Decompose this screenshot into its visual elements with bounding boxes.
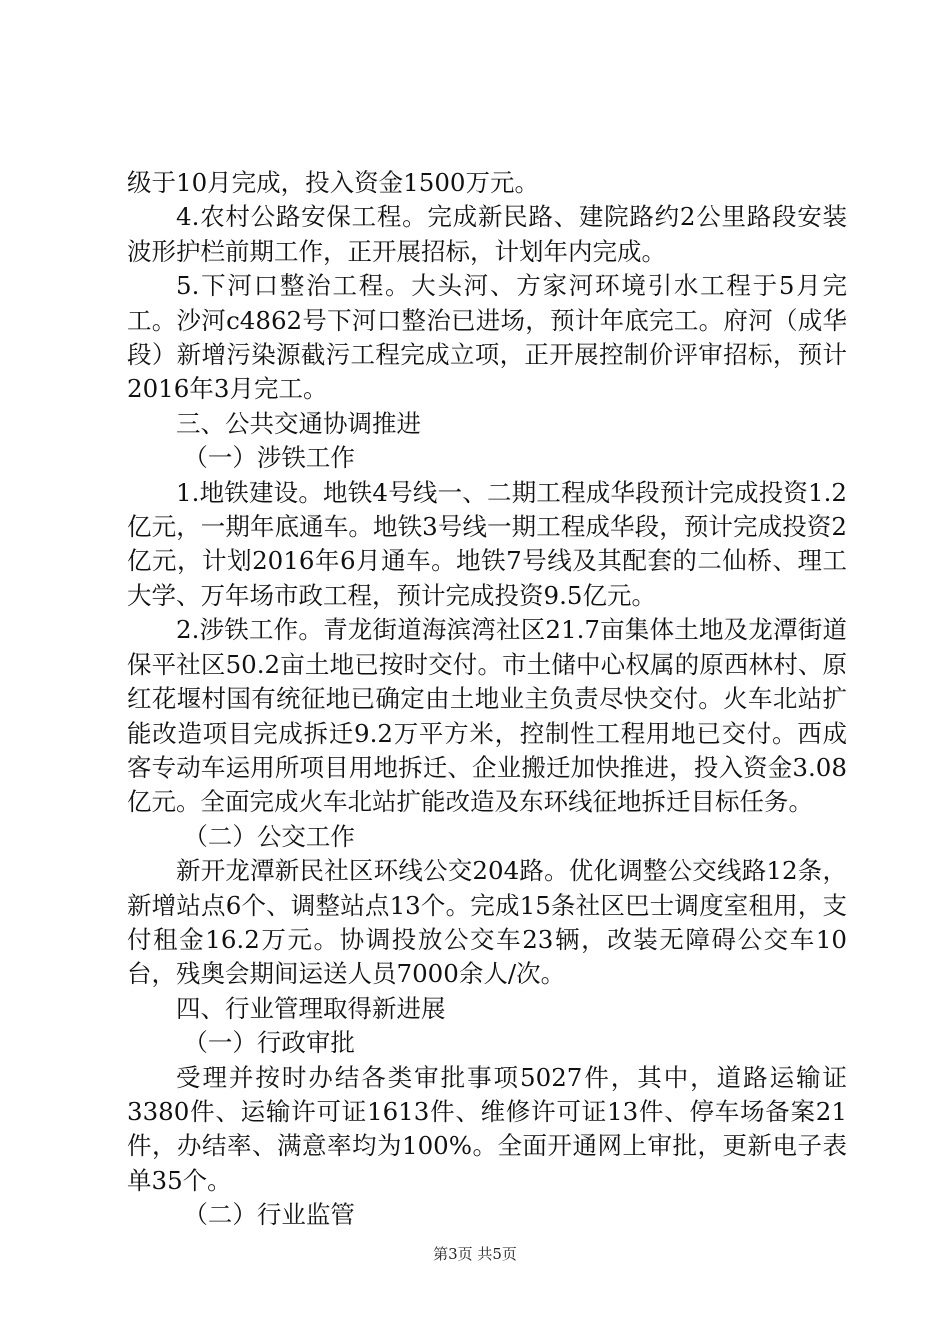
paragraph-1: 级于10月完成，投入资金1500万元。 (127, 168, 540, 197)
document-body (127, 166, 847, 1233)
paragraph-3: 5.下河口整治工程。大头河、方家河环境引水工程于5月完工。沙河c4862号下河口整治已进场，预计年底完工。府河（成华段）新增污染源截污工程完成立项，正开展控制价评审招标，预计2016年3月完工。 (127, 271, 847, 404)
subsection-heading-4-1: （一）行政审批 (183, 1028, 355, 1058)
paragraph-bus: 新开龙潭新民社区环线公交204路。优化调整公交线路12条，新增站点6个、调整站点13个。完成15条社区巴士调度室租用，支付租金16.2万元。协调投放公交车23辆，改装无障碍公交车10台，残奥会期间运送人员7000余人/次。 (127, 856, 847, 989)
page-footer: 第3页 共5页 (433, 1245, 517, 1263)
subsection-heading-3-2: （二）公交工作 (183, 821, 355, 851)
section-heading-4: 四、行业管理取得新进展 (176, 993, 446, 1023)
paragraph-approval: 受理并按时办结各类审批事项5027件，其中，道路运输证3380件、运输许可证1613件、维修许可证13件、停车场备案21件，办结率、满意率均为100%。全面开通网上审批，更新电子表单35个。 (127, 1062, 847, 1195)
subsection-heading-4-2: （二）行业监管 (183, 1200, 355, 1230)
paragraph-railway: 2.涉铁工作。青龙街道海滨湾社区21.7亩集体土地及龙潭街道保平社区50.2亩土地已按时交付。市土储中心权属的原西林村、原红花堰村国有统征地已确定由土地业主负责尽快交付。火车北站扩能改造项目完成拆迁9.2万平方米，控制性工程用地已交付。西成客专动车运用所项目用地拆迁、企业搬迁加快推进，投入资金3.08亿元。全面完成火车北站扩能改造及东环线征地拆迁目标任务。 (127, 615, 847, 817)
section-heading-3: 三、公共交通协调推进 (176, 408, 421, 438)
paragraph-2: 4.农村公路安保工程。完成新民路、建院路约2公里路段安装波形护栏前期工作，正开展招标，计划年内完成。 (127, 202, 847, 266)
subsection-heading-3-1: （一）涉铁工作 (183, 443, 355, 473)
paragraph-metro: 1.地铁建设。地铁4号线一、二期工程成华段预计完成投资1.2亿元，一期年底通车。地铁3号线一期工程成华段，预计完成投资2亿元，计划2016年6月通车。地铁7号线及其配套的二仙桥、理工大学、万年场市政工程，预计完成投资9.5亿元。 (127, 477, 847, 610)
